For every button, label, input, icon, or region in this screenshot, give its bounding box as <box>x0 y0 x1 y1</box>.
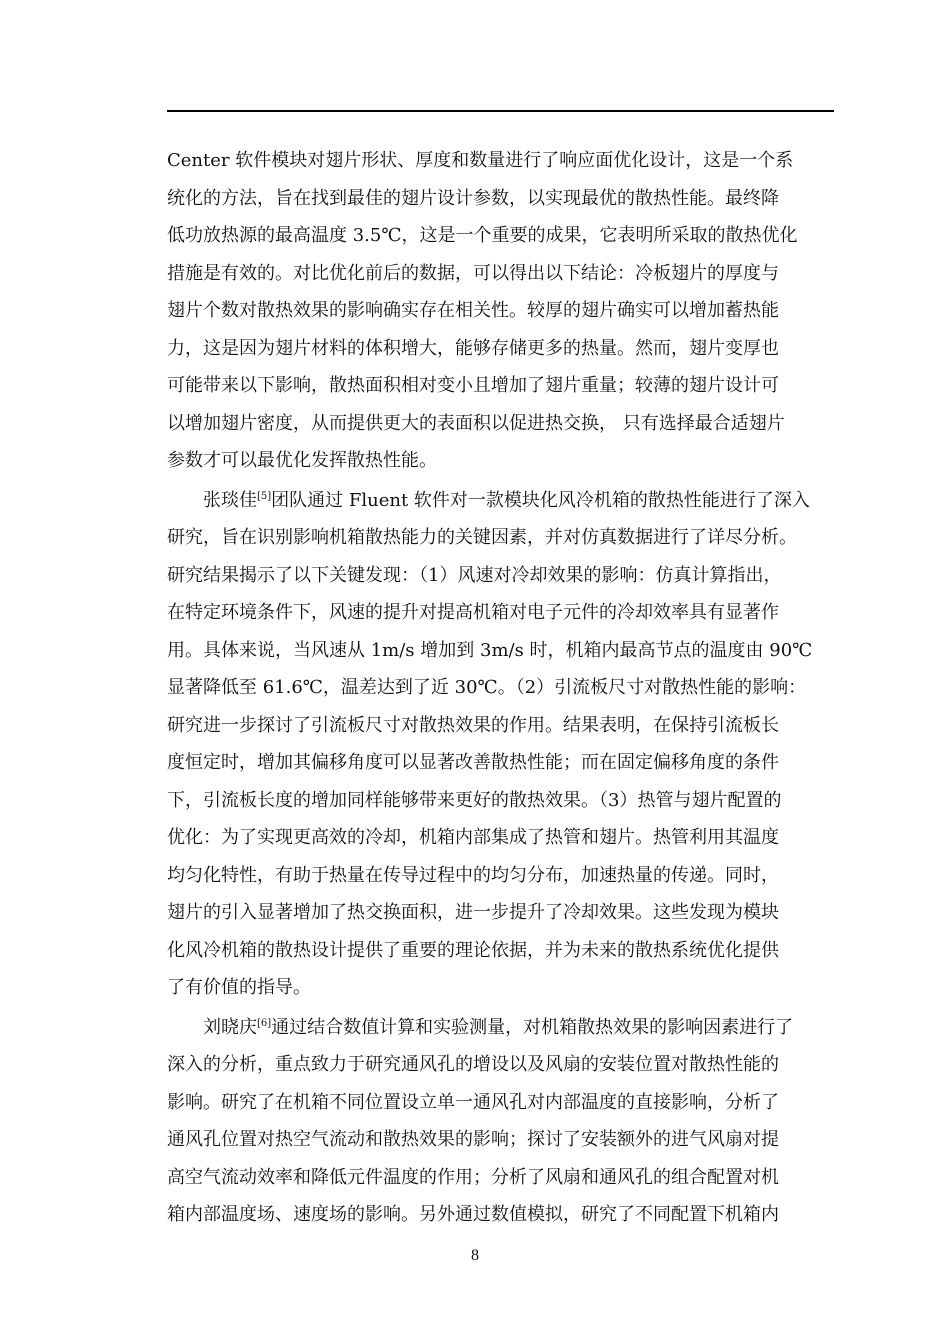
text-line: 力，这是因为翅片材料的体积增大，能够存储更多的热量。然而，翅片变厚也 <box>167 337 779 359</box>
text-span: 团队通过 Fluent 软件对一款模块化风冷机箱的散热性能进行了深入 <box>271 489 810 511</box>
text-line: 研究结果揭示了以下关键发现：（1）风速对冷却效果的影响：仿真计算指出， <box>167 564 782 586</box>
text-line: 参数才可以最优化发挥散热性能。 <box>167 450 437 471</box>
text-line: 翅片个数对散热效果的影响确实存在相关性。较厚的翅片确实可以增加蓄热能 <box>167 300 779 321</box>
text-line: 用。具体来说，当风速从 1m/s 增加到 3m/s 时，机箱内最高节点的温度由 90℃ <box>167 639 813 661</box>
text-line: 显著降低至 61.6℃，温差达到了近 30℃。（2）引流板尺寸对散热性能的影响： <box>167 677 807 698</box>
citation-ref[interactable]: [6] <box>257 1017 272 1029</box>
text-line: 高空气流动效率和降低元件温度的作用；分析了风扇和通风孔的组合配置对机 <box>167 1166 779 1188</box>
header-rule <box>167 110 834 112</box>
text-span: 通过结合数值计算和实验测量，对机箱散热效果的影响因素进行了 <box>271 1016 794 1038</box>
text-line: 翅片的引入显著增加了热交换面积，进一步提升了冷却效果。这些发现为模块 <box>167 902 779 923</box>
text-line: 通风孔位置对热空气流动和散热效果的影响；探讨了安装额外的进气风扇对提 <box>167 1129 779 1150</box>
text-line: 以增加翅片密度，从而提供更大的表面积以促进热交换， 只有选择最合适翅片 <box>167 412 785 434</box>
text-line: 均匀化特性，有助于热量在传导过程中的均匀分布，加速热量的传递。同时， <box>167 864 779 886</box>
text-line: Center 软件模块对翅片形状、厚度和数量进行了响应面优化设计，这是一个系 <box>167 150 794 171</box>
text-line: 统化的方法，旨在找到最佳的翅片设计参数，以实现最优的散热性能。最终降 <box>167 187 779 209</box>
author-name: 刘晓庆 <box>203 1016 257 1038</box>
text-line: 优化：为了实现更高效的冷却，机箱内部集成了热管和翅片。热管利用其温度 <box>167 827 779 848</box>
citation-ref[interactable]: [5] <box>257 490 272 502</box>
text-line: 下，引流板长度的增加同样能够带来更好的散热效果。（3）热管与翅片配置的 <box>167 789 782 811</box>
text-line: 研究，旨在识别影响机箱散热能力的关键因素，并对仿真数据进行了详尽分析。 <box>167 527 797 548</box>
text-line: 在特定环境条件下，风速的提升对提高机箱对电子元件的冷却效率具有显著作 <box>167 602 779 623</box>
paragraph-1 <box>167 142 837 480</box>
text-line: 可能带来以下影响，散热面积相对变小且增加了翅片重量；较薄的翅片设计可 <box>167 375 779 396</box>
text-line-first <box>167 1009 837 1047</box>
text-line: 箱内部温度场、速度场的影响。另外通过数值模拟，研究了不同配置下机箱内 <box>167 1204 779 1225</box>
document-body <box>167 142 837 1234</box>
text-line: 深入的分析，重点致力于研究通风孔的增设以及风扇的安装位置对散热性能的 <box>167 1054 779 1075</box>
text-line: 措施是有效的。对比优化前后的数据，可以得出以下结论：冷板翅片的厚度与 <box>167 262 779 284</box>
text-line-first <box>167 482 837 520</box>
page-number: 8 <box>471 1247 479 1264</box>
paragraph-2 <box>167 482 837 1007</box>
paragraph-3 <box>167 1009 837 1234</box>
text-line: 低功放热源的最高温度 3.5℃，这是一个重要的成果，它表明所采取的散热优化 <box>167 225 798 246</box>
text-line: 影响。研究了在机箱不同位置设立单一通风孔对内部温度的直接影响，分析了 <box>167 1091 779 1113</box>
text-line: 度恒定时，增加其偏移角度可以显著改善散热性能；而在固定偏移角度的条件 <box>167 752 779 773</box>
text-line: 化风冷机箱的散热设计提供了重要的理论依据，并为未来的散热系统优化提供 <box>167 939 779 961</box>
text-line: 了有价值的指导。 <box>167 977 311 998</box>
text-line: 研究进一步探讨了引流板尺寸对散热效果的作用。结果表明，在保持引流板长 <box>167 714 779 736</box>
author-name: 张琰佳 <box>203 489 257 511</box>
